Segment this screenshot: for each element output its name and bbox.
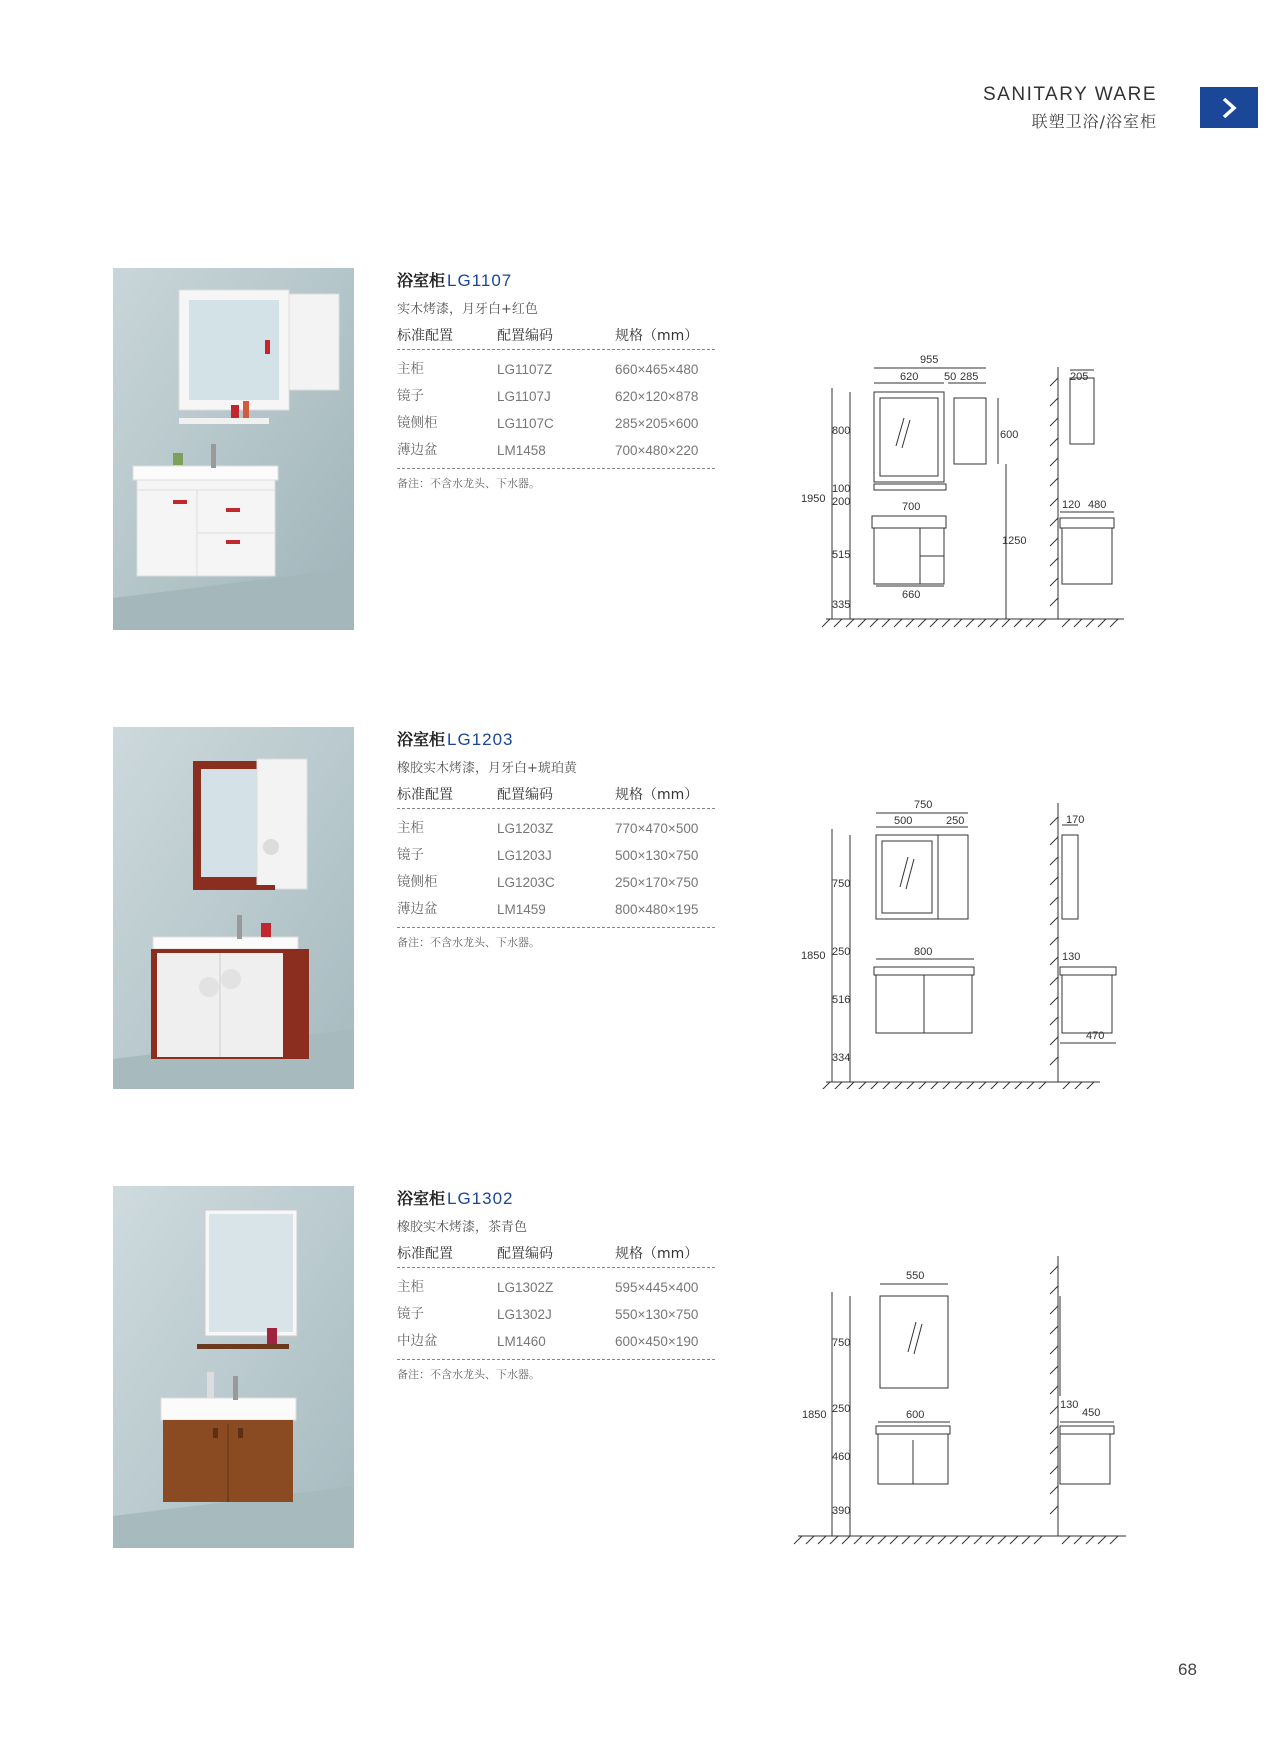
table-row: [397, 1274, 715, 1301]
header-config: 标准配置: [397, 328, 453, 344]
dim-label: 334: [832, 1052, 851, 1064]
product-photo: [113, 1186, 354, 1548]
dim-label: 120: [1062, 499, 1081, 511]
product-title: [397, 268, 715, 294]
dim-label: 600: [1000, 429, 1019, 441]
dim-label: 1850: [801, 950, 826, 962]
title-prefix: 浴室柜: [397, 1189, 446, 1208]
table-row: [397, 437, 715, 464]
table-header: [397, 1241, 715, 1268]
cell-code: LG1203C: [497, 875, 555, 890]
dim-label: 250: [946, 815, 965, 827]
dim-label: 100: [832, 483, 851, 495]
dim-label: 1250: [1002, 535, 1027, 547]
spec-table: [397, 1268, 715, 1360]
dim-label: 516: [832, 994, 851, 1006]
product-info: [397, 727, 715, 950]
spec-table: [397, 350, 715, 469]
dim-label: 170: [1066, 814, 1085, 826]
title-prefix: 浴室柜: [397, 730, 446, 749]
cell-spec: 550×130×750: [615, 1307, 699, 1322]
dimension-drawing: [790, 1186, 1140, 1548]
header-code: 配置编码: [497, 328, 553, 344]
dim-label: 470: [1086, 1030, 1105, 1042]
cell-spec: 595×445×400: [615, 1280, 699, 1295]
product-code: LG1107: [447, 271, 513, 290]
section-title-cn: 联塑卫浴/浴室柜: [1031, 112, 1157, 131]
header-config: 标准配置: [397, 787, 453, 803]
dim-label: 130: [1060, 1399, 1079, 1411]
cell-code: LG1107C: [497, 416, 554, 431]
cell-code: LM1458: [497, 443, 546, 458]
table-row: [397, 383, 715, 410]
dim-label: 250: [832, 1403, 851, 1415]
cell-item: 镜侧柜: [397, 415, 438, 431]
dim-label: 130: [1062, 951, 1081, 963]
dim-label: 700: [902, 501, 921, 513]
next-page-button[interactable]: [1200, 87, 1258, 128]
table-row: [397, 896, 715, 923]
cell-item: 主柜: [397, 820, 424, 836]
dim-label: 750: [914, 799, 933, 811]
section-title-en: SANITARY WARE: [983, 84, 1157, 105]
cell-item: 镜子: [397, 847, 424, 863]
dim-label: 600: [906, 1409, 925, 1421]
header-config: 标准配置: [397, 1246, 453, 1262]
dim-label: 460: [832, 1451, 851, 1463]
table-row: [397, 356, 715, 383]
product-title: [397, 1186, 715, 1212]
dim-label: 750: [832, 1337, 851, 1349]
dim-label: 250: [832, 946, 851, 958]
cell-spec: 500×130×750: [615, 848, 699, 863]
dim-label: 800: [914, 946, 933, 958]
cell-code: LG1302J: [497, 1307, 552, 1322]
dim-label: 480: [1088, 499, 1107, 511]
product-photo: [113, 268, 354, 630]
header-code: 配置编码: [497, 787, 553, 803]
table-row: [397, 1328, 715, 1355]
dim-label: 955: [920, 354, 939, 366]
dim-label: 1950: [801, 493, 826, 505]
cell-code: LG1107Z: [497, 362, 553, 377]
cell-item: 镜侧柜: [397, 874, 438, 890]
product-subtitle: 橡胶实木烤漆，茶青色: [397, 1220, 528, 1235]
table-row: [397, 869, 715, 896]
title-prefix: 浴室柜: [397, 271, 446, 290]
chevron-right-icon: [1219, 96, 1239, 120]
table-row: [397, 815, 715, 842]
cell-item: 薄边盆: [397, 442, 438, 458]
product-code: LG1302: [447, 1189, 514, 1208]
dim-label: 205: [1070, 371, 1089, 383]
product-info: [397, 1186, 715, 1382]
cell-spec: 620×120×878: [615, 389, 699, 404]
table-row: [397, 1301, 715, 1328]
cell-code: LG1302Z: [497, 1280, 554, 1295]
product-photo: [113, 727, 354, 1089]
header-code: 配置编码: [497, 1246, 553, 1262]
header-spec: 规格（mm）: [615, 787, 699, 803]
table-row: [397, 410, 715, 437]
cell-code: LM1460: [497, 1334, 546, 1349]
cell-code: LM1459: [497, 902, 546, 917]
cell-item: 镜子: [397, 388, 424, 404]
dimension-drawing: [790, 727, 1140, 1089]
product-title: [397, 727, 715, 753]
cell-spec: 660×465×480: [615, 362, 699, 377]
dim-label: 750: [832, 878, 851, 890]
cell-spec: 250×170×750: [615, 875, 699, 890]
cell-spec: 770×470×500: [615, 821, 699, 836]
dim-label: 390: [832, 1505, 851, 1517]
cell-spec: 800×480×195: [615, 902, 699, 917]
table-header: [397, 782, 715, 809]
cell-spec: 600×450×190: [615, 1334, 699, 1349]
cell-item: 镜子: [397, 1306, 424, 1322]
header-spec: 规格（mm）: [615, 1246, 699, 1262]
cell-code: LG1203J: [497, 848, 552, 863]
cell-spec: 285×205×600: [615, 416, 699, 431]
dim-label: 1850: [802, 1409, 827, 1421]
dim-label: 500: [894, 815, 913, 827]
cell-item: 中边盆: [397, 1333, 438, 1349]
page-number: 68: [1178, 1660, 1197, 1679]
spec-table: [397, 809, 715, 928]
cell-code: LG1203Z: [497, 821, 554, 836]
table-row: [397, 842, 715, 869]
header-spec: 规格（mm）: [615, 328, 699, 344]
product-note: 备注：不含水龙头、下水器。: [397, 936, 540, 949]
product-note: 备注：不含水龙头、下水器。: [397, 1368, 540, 1381]
dimension-drawing: [790, 268, 1140, 630]
product-code: LG1203: [447, 730, 514, 749]
dim-label: 620: [900, 371, 919, 383]
dim-label: 550: [906, 1270, 925, 1282]
dim-label: 660: [902, 589, 921, 601]
dim-label: 335: [832, 599, 851, 611]
dim-label: 285: [960, 371, 979, 383]
product-subtitle: 橡胶实木烤漆，月牙白+琥珀黄: [397, 761, 577, 776]
product-note: 备注：不含水龙头、下水器。: [397, 477, 540, 490]
cell-code: LG1107J: [497, 389, 551, 404]
cell-spec: 700×480×220: [615, 443, 699, 458]
dim-label: 515: [832, 549, 851, 561]
dim-label: 800: [832, 425, 851, 437]
dim-label: 50: [944, 371, 957, 383]
product-info: [397, 268, 715, 491]
product-subtitle: 实木烤漆，月牙白+红色: [397, 302, 538, 317]
dim-label: 450: [1082, 1407, 1101, 1419]
dim-label: 200: [832, 496, 851, 508]
cell-item: 主柜: [397, 361, 424, 377]
table-header: [397, 323, 715, 350]
cell-item: 主柜: [397, 1279, 424, 1295]
cell-item: 薄边盆: [397, 901, 438, 917]
